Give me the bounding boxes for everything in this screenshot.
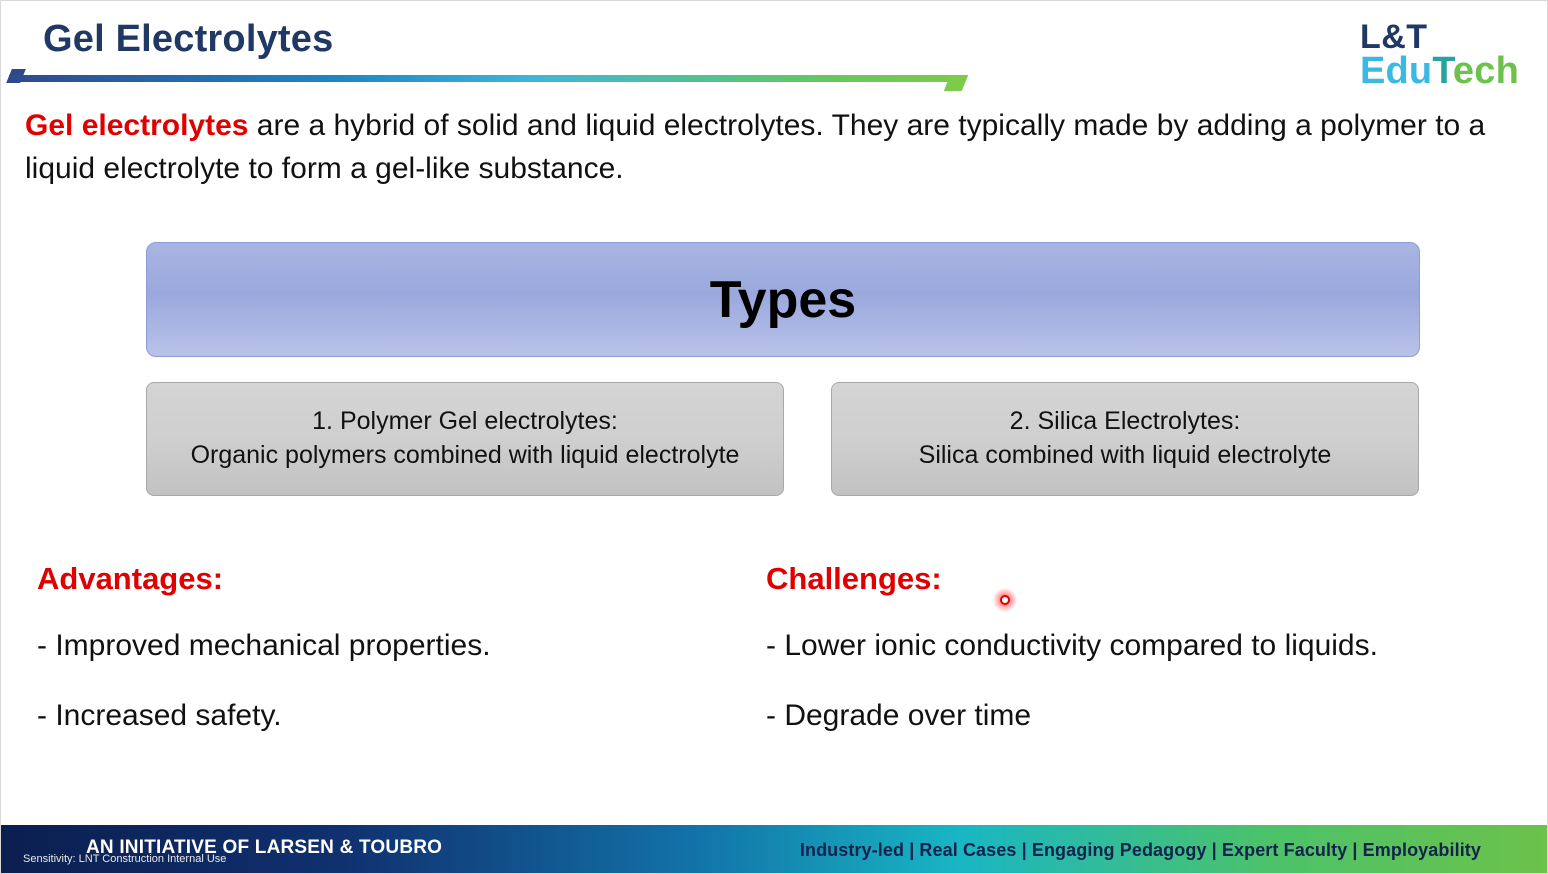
types-banner (146, 242, 1420, 357)
type-card-2-title: 2. Silica Electrolytes: (1009, 407, 1241, 436)
footer-initiative-text: AN INITIATIVE OF LARSEN & TOUBRO (86, 837, 443, 858)
challenges-item-2: - Degrade over time (766, 699, 1032, 732)
type-card-1-description: Organic polymers combined with liquid electrolyte (190, 441, 740, 469)
logo-edu-part: Edu (1359, 50, 1433, 93)
type-card-1-title: 1. Polymer Gel electrolytes: (312, 407, 618, 436)
challenges-item-1: - Lower ionic conductivity compared to liquids. (766, 629, 1378, 662)
lt-edutech-logo (1359, 18, 1519, 93)
intro-body-text: are a hybrid of solid and liquid electrolytes. They are typically made by adding a polymer to a liquid electrolyte to form a gel-like substance. (25, 109, 1486, 185)
type-card-2-description: Silica combined with liquid electrolyte (918, 441, 1332, 469)
footer-tagline-text: Industry-led | Real Cases | Engaging Pedagogy | Expert Faculty | Employability (799, 840, 1481, 860)
page-title: Gel Electrolytes (43, 18, 334, 60)
cursor-pointer-highlight (993, 588, 1017, 612)
challenges-heading: Challenges: (766, 561, 942, 596)
advantages-heading: Advantages: (37, 561, 224, 596)
types-banner-label: Types (709, 270, 857, 329)
advantages-item-2: - Increased safety. (37, 699, 282, 732)
logo-t-part: T (1432, 50, 1453, 93)
title-underline-gradient (9, 75, 964, 82)
sensitivity-label: Sensitivity: LNT Construction Internal Use (23, 853, 227, 865)
logo-lt-text: L&T (1359, 18, 1428, 56)
intro-lead-term: Gel electrolytes (25, 109, 249, 142)
type-card-polymer-gel (146, 382, 784, 496)
type-card-silica (831, 382, 1419, 496)
footer-bar (1, 825, 1547, 873)
logo-edutech-text (1359, 50, 1519, 93)
intro-paragraph (25, 105, 1530, 190)
logo-ech-part: ech (1452, 50, 1519, 93)
advantages-item-1: - Improved mechanical properties. (37, 629, 491, 662)
